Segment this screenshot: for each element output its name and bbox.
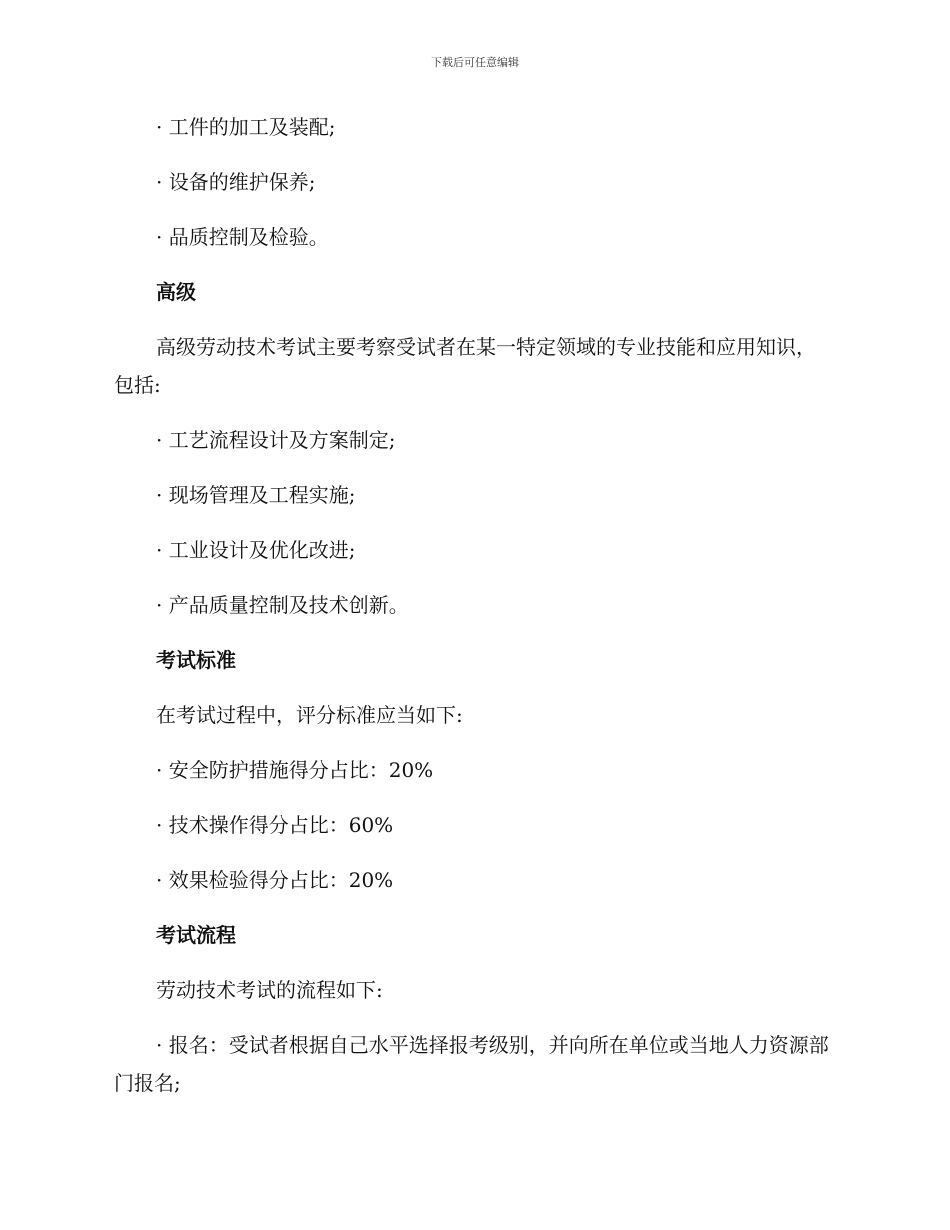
list-item: · 现场管理及工程实施; <box>156 483 356 507</box>
list-item: · 设备的维护保养; <box>156 170 316 194</box>
list-item: · 工业设计及优化改进; <box>156 538 356 562</box>
section-heading-process: 考试流程 <box>156 923 236 947</box>
page-header: 下载后可任意编辑 <box>431 56 519 69</box>
list-item: · 技术操作得分占比：60% <box>156 813 394 837</box>
list-item: · 工件的加工及装配; <box>156 115 336 139</box>
list-item: · 效果检验得分占比：20% <box>156 868 394 892</box>
section-heading-advanced: 高级 <box>156 280 196 304</box>
section-intro-advanced: 高级劳动技术考试主要考察受试者在某一特定领域的专业技能和应用知识，包括: <box>114 335 816 397</box>
list-item: · 工艺流程设计及方案制定; <box>156 428 396 452</box>
list-item: · 产品质量控制及技术创新。 <box>156 593 409 617</box>
section-heading-standards: 考试标准 <box>156 648 236 672</box>
list-item: · 品质控制及检验。 <box>156 225 329 249</box>
list-item: · 报名：受试者根据自己水平选择报考级别，并向所在单位或当地人力资源部门报名; <box>114 1033 829 1095</box>
document-body <box>114 108 834 1119</box>
section-intro-process: 劳动技术考试的流程如下: <box>156 978 383 1002</box>
section-intro-standards: 在考试过程中，评分标准应当如下: <box>156 703 463 727</box>
list-item: · 安全防护措施得分占比：20% <box>156 758 434 782</box>
